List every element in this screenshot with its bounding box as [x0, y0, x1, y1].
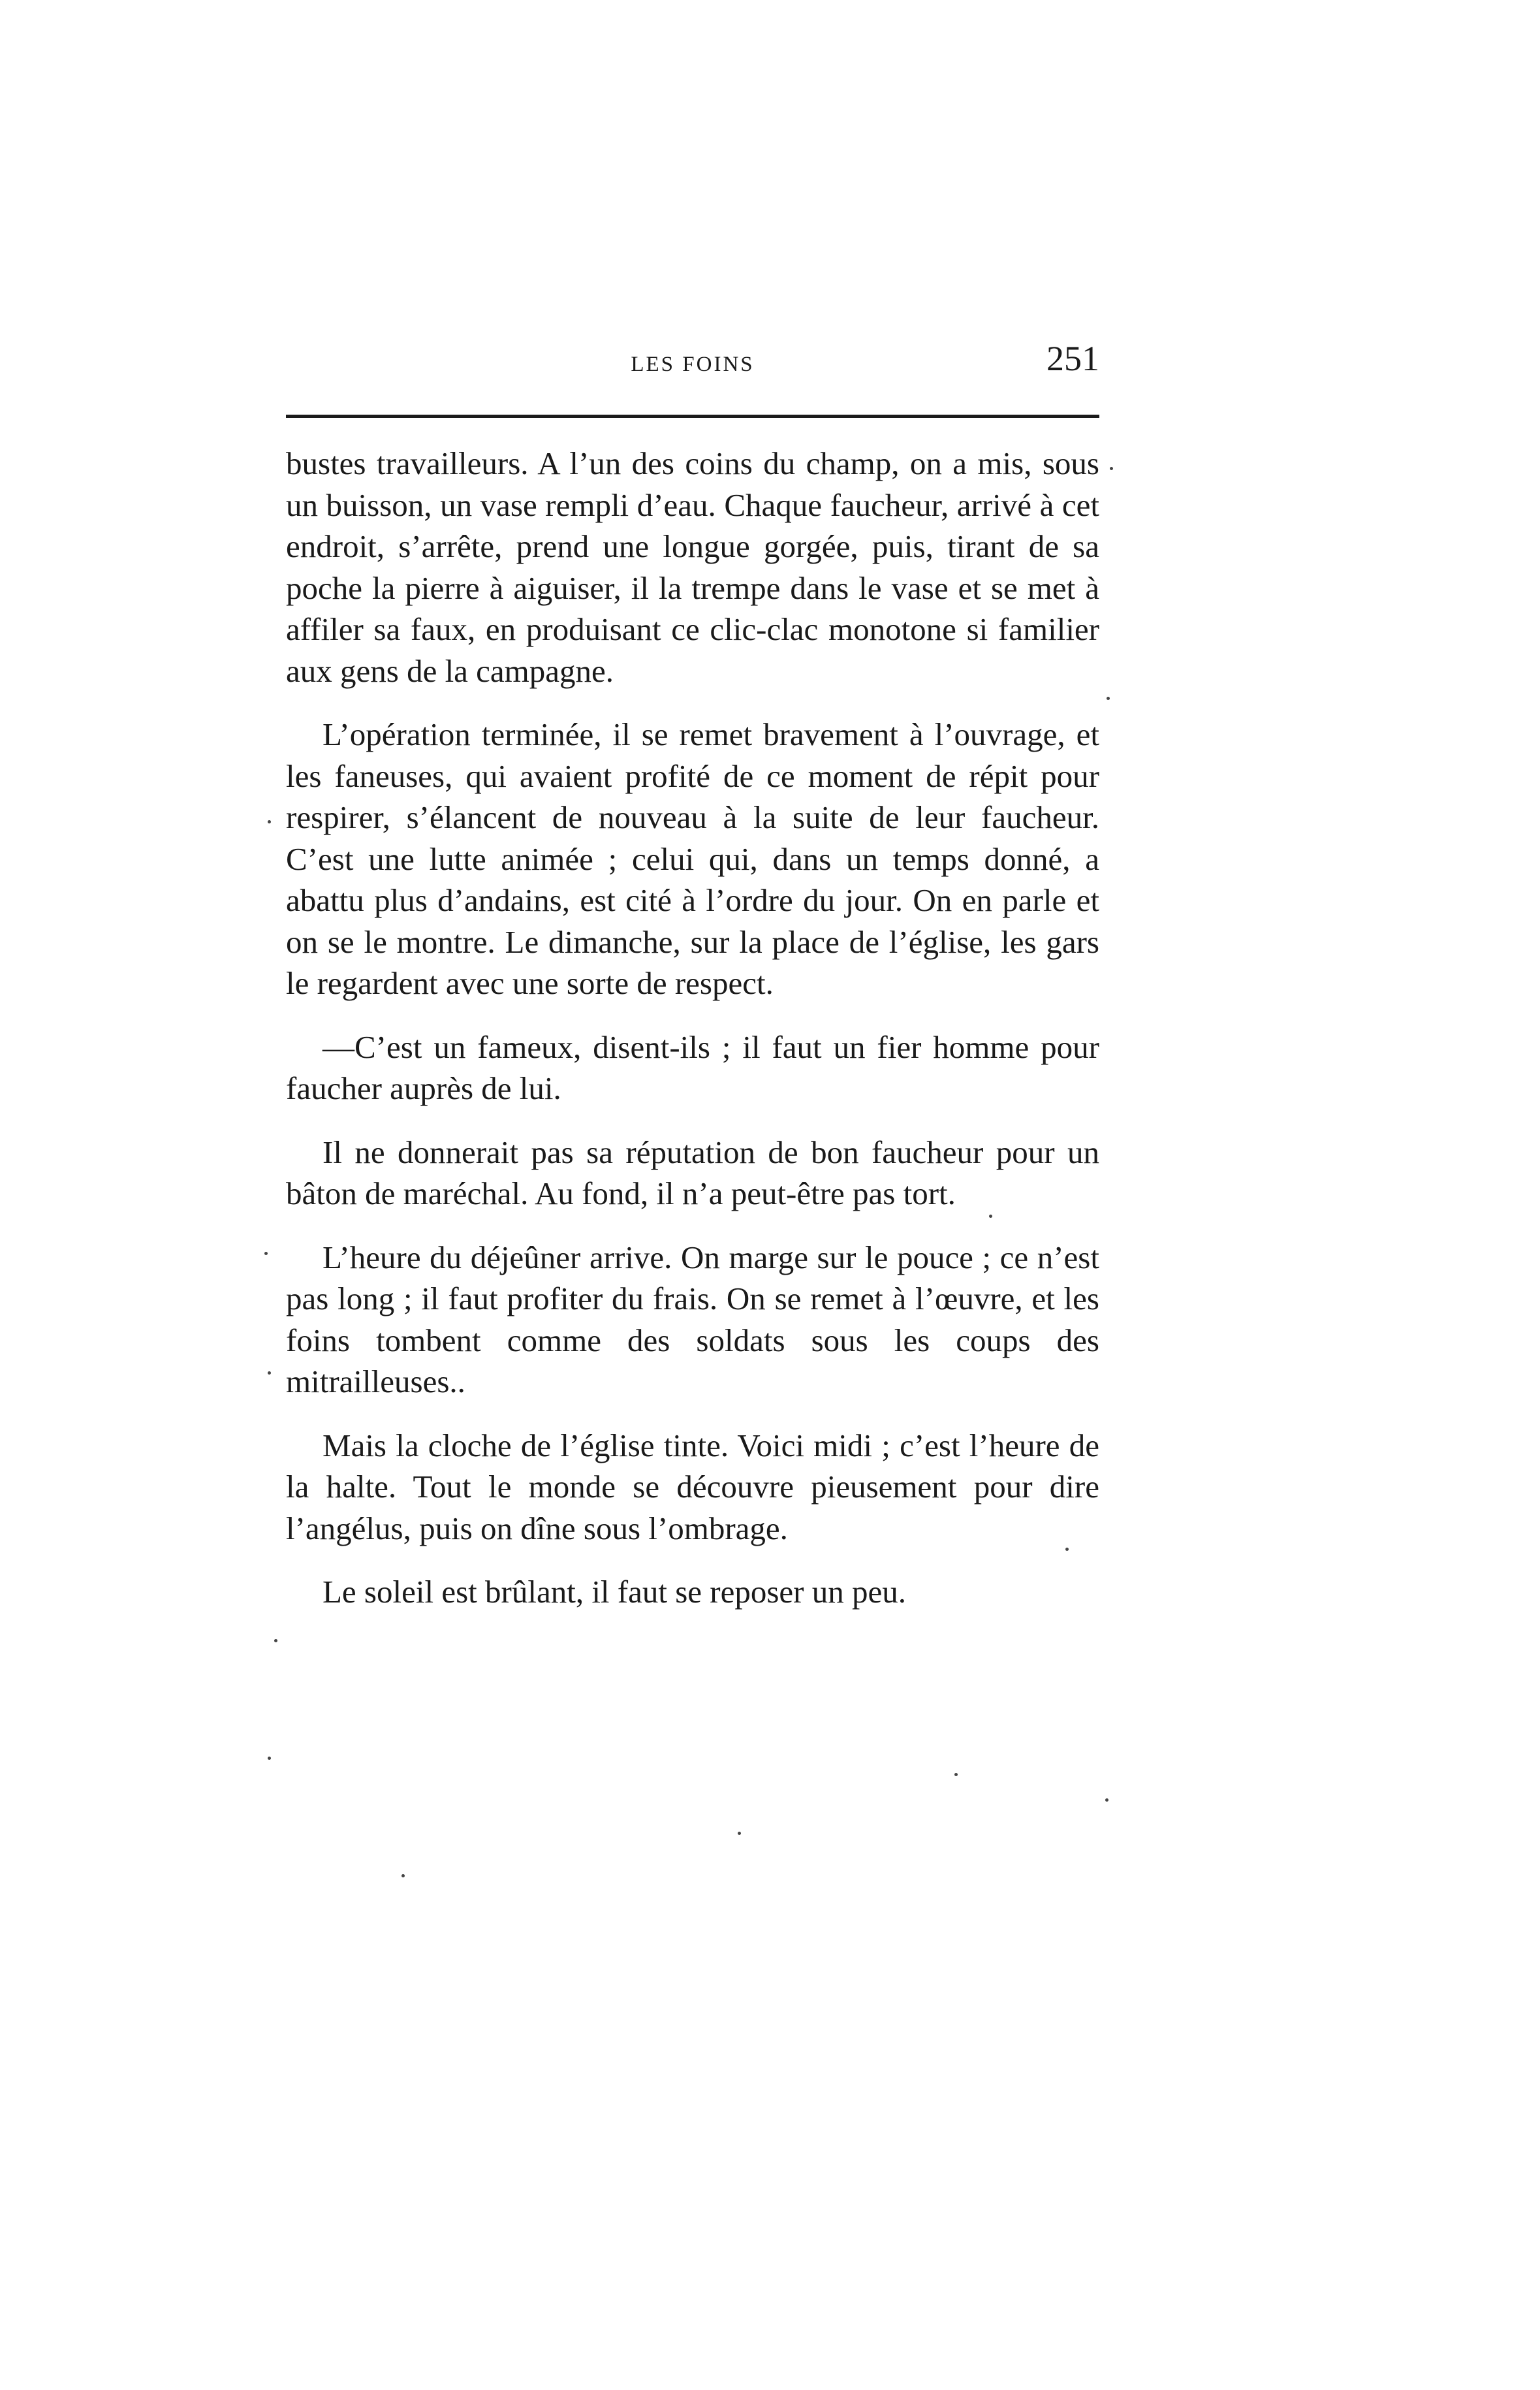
- print-speck: [1065, 1548, 1069, 1551]
- print-speck: [1110, 467, 1113, 470]
- print-speck: [1105, 1798, 1108, 1802]
- print-speck: [268, 820, 271, 823]
- print-speck: [738, 1832, 741, 1835]
- header-rule: [286, 415, 1099, 418]
- paragraph: Le soleil est brûlant, il faut se reposer un peu.: [322, 1574, 906, 1610]
- running-title: LES FOINS: [631, 353, 755, 376]
- print-speck: [264, 1252, 268, 1255]
- paragraph: L’opération terminée, il se remet bravement à l’ouvrage, et les faneuses, qui avaient profité de ce moment de répit pour respirer, s’élancent de nouveau à la suite de leur faucheur. C’est une lutte animée ; celui qui, dans un temps donné, a abattu plus d’andains, est cité à l’ordre du jour. On en parle et on se le montre. Le dimanche, sur la place de l’église, les gars le regardent avec une sorte de respect.: [286, 716, 1099, 1001]
- print-speck: [268, 1757, 271, 1760]
- page-number: 251: [1046, 339, 1099, 378]
- page-header: [286, 338, 1099, 390]
- print-speck: [401, 1874, 405, 1877]
- paragraph: Il ne donnerait pas sa réputation de bon faucheur pour un bâton de maréchal. Au fond, il n’a peut-être pas tort.: [286, 1134, 1099, 1211]
- paragraph: bustes travailleurs. A l’un des coins du champ, on a mis, sous un buisson, un vase rempli d’eau. Chaque faucheur, arrivé à cet endroit, s’arrête, prend une longue gorgée, puis, tirant de sa poche la pierre à aiguiser, il la trempe dans le vase et se met à affiler sa faux, en produisant ce clic-clac monotone si familier aux gens de la campagne.: [286, 445, 1099, 689]
- print-speck: [274, 1639, 277, 1642]
- paragraph: Mais la cloche de l’église tinte. Voici midi ; c’est l’heure de la halte. Tout le monde se découvre pieusement pour dire l’angélus, puis on dîne sous l’ombrage.: [286, 1427, 1099, 1546]
- print-speck: [268, 1371, 271, 1375]
- print-speck: [954, 1773, 958, 1776]
- print-speck: [1107, 697, 1110, 700]
- body-text: [286, 443, 1099, 1613]
- paragraph: —C’est un fameux, disent-ils ; il faut un fier homme pour faucher auprès de lui.: [286, 1028, 1099, 1106]
- print-speck: [989, 1215, 992, 1218]
- paragraph: L’heure du déjeûner arrive. On marge sur le pouce ; ce n’est pas long ; il faut profiter du frais. On se remet à l’œuvre, et les foins tombent comme des soldats sous les coups des mitrailleuses..: [286, 1239, 1099, 1399]
